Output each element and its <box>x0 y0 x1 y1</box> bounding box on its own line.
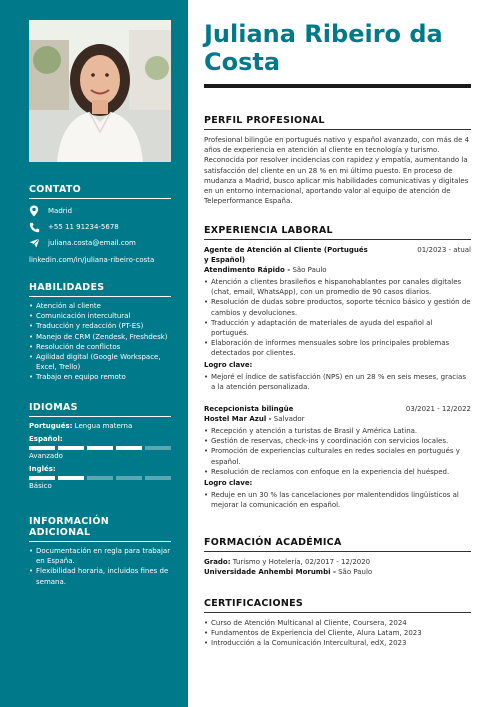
skills-list <box>29 301 171 383</box>
company-name: Atendimento Rápido - <box>204 266 291 274</box>
job-header <box>204 404 471 414</box>
list-item: • Traducción y redacción (PT-ES) <box>29 321 171 331</box>
contact-phone <box>29 219 171 235</box>
degree-text: Turismo y Hotelería, 02/2017 - 12/2020 <box>230 558 371 566</box>
list-item: • Flexibilidad horaria, incluidos fines de semana. <box>29 566 171 586</box>
language-name: Portugués: <box>29 422 73 430</box>
sidebar <box>0 0 188 707</box>
contact-phone-text[interactable]: +55 11 91234-5678 <box>48 223 119 231</box>
profile-text: Profesional bilingüe en portugués nativo y español avanzado, con más de 4 años de experiencia en atención al cliente en tecnología y turismo. Reconocida por resolver incidencias con rapidez y empatía, aumentando la satisfacción del cliente en un 28 % en mi último puesto. En proceso de mudanza a Madrid, busco aplicar mis habilidades comunicativas y digitales en un entorno internacional, aportando valor al equipo de atención de Teleperformance España. <box>204 136 470 206</box>
skills-section <box>29 282 171 383</box>
list-item: • Promoción de experiencias culturales en redes sociales en portugués y español. <box>204 446 471 466</box>
company-location: São Paulo <box>290 266 327 274</box>
list-item: • Atención a clientes brasileños e hispanohablantes por canales digitales (chat, email, WhatsApp), con un promedio de 90 casos diarios. <box>204 277 471 297</box>
level-segment <box>87 446 113 450</box>
level-segment <box>29 476 55 480</box>
job-company <box>204 265 471 275</box>
languages-section <box>29 402 171 491</box>
profile-heading: PERFIL PROFESIONAL <box>204 115 471 130</box>
additional-section <box>29 516 171 587</box>
list-item: • Documentación en regla para trabajar en España. <box>29 546 171 566</box>
experience-heading: EXPERIENCIA LABORAL <box>204 225 471 240</box>
level-bar-english <box>29 476 171 480</box>
job-date: 03/2021 - 12/2022 <box>405 405 471 414</box>
list-item: • Comunicación intercultural <box>29 311 171 321</box>
school-location: São Paulo <box>335 568 373 576</box>
location-pin-icon <box>29 205 43 217</box>
level-segment <box>145 476 171 480</box>
email-send-icon <box>29 237 43 249</box>
list-item: • Fundamentos de Experiencia del Cliente, Alura Latam, 2023 <box>204 628 471 638</box>
level-segment <box>87 476 113 480</box>
education-heading: FORMACIÓN ACADÉMICA <box>204 537 471 552</box>
language-english <box>29 464 171 474</box>
contact-heading: CONTATO <box>29 184 171 199</box>
level-segment <box>58 446 84 450</box>
contact-email-text[interactable]: juliana.costa@email.com <box>48 239 136 247</box>
certifications-list <box>204 618 471 649</box>
contact-email <box>29 235 171 251</box>
list-item: • Gestión de reservas, check-ins y coordinación con servicios locales. <box>204 436 471 446</box>
additional-list <box>29 546 171 587</box>
contact-linkedin <box>29 251 171 267</box>
list-item: • Manejo de CRM (Zendesk, Freshdesk) <box>29 332 171 342</box>
list-item: • Traducción y adaptación de materiales de ayuda del español al portugués. <box>204 318 471 338</box>
phone-icon <box>29 221 43 233</box>
profile-photo <box>29 20 171 162</box>
level-segment <box>116 476 142 480</box>
list-item: • Resolución de dudas sobre productos, soporte técnico básico y gestión de cambios y devoluciones. <box>204 297 471 317</box>
achievement-list <box>204 490 471 510</box>
language-name: Inglés: <box>29 465 56 473</box>
level-segment <box>116 446 142 450</box>
job-date: 01/2023 - atual <box>417 246 471 254</box>
list-item: • Trabajo en equipo remoto <box>29 372 171 382</box>
job-company <box>204 414 471 424</box>
list-item: • Introducción a la Comunicación Intercultural, edX, 2023 <box>204 638 471 648</box>
contact-city <box>29 203 171 219</box>
achievement-list <box>204 372 471 392</box>
education-degree <box>204 557 471 567</box>
list-item: • Resolución de reclamos con enfoque en la experiencia del huésped. <box>204 467 471 477</box>
company-location: Salvador <box>271 415 305 424</box>
name-divider <box>204 84 471 88</box>
language-name: Español: <box>29 435 63 443</box>
list-item: • Curso de Atención Multicanal al Cliente, Coursera, 2024 <box>204 618 471 628</box>
contact-section <box>29 184 171 267</box>
level-bar-spanish <box>29 446 171 450</box>
language-level: Avanzado <box>29 452 63 460</box>
list-item: • Atención al cliente <box>29 301 171 311</box>
level-segment <box>58 476 84 480</box>
list-item: • Elaboración de informes mensuales sobre los principales problemas detectados por clientes. <box>204 338 471 358</box>
education-school <box>204 567 471 577</box>
contact-linkedin-text[interactable]: linkedin.com/in/juliana-ribeiro-costa <box>29 256 155 264</box>
language-level: Básico <box>29 482 52 490</box>
job-title: Agente de Atención al Cliente (Portugués y Español) <box>204 246 368 264</box>
company-name: Hostel Mar Azul - <box>204 415 272 424</box>
certifications-section <box>204 598 471 649</box>
list-item: • Mejoré el índice de satisfacción (NPS) en un 28 % en seis meses, gracias a la atención personalizada. <box>204 372 471 392</box>
list-item: • Recepción y atención a turistas de Brasil y América Latina. <box>204 426 471 436</box>
contact-city-text: Madrid <box>48 207 73 215</box>
skills-heading: HABILIDADES <box>29 282 171 297</box>
degree-label: Grado: <box>204 558 231 566</box>
language-detail: Lengua materna <box>74 422 133 430</box>
education-section <box>204 537 471 577</box>
key-achievement-label: Logro clave: <box>204 360 253 369</box>
list-item: • Agilidad digital (Google Workspace, Excel, Trello) <box>29 352 171 372</box>
level-segment <box>29 446 55 450</box>
job-bullets <box>204 277 471 359</box>
language-spanish <box>29 434 171 444</box>
candidate-name: Juliana Ribeiro da Costa <box>204 20 443 76</box>
languages-heading: IDIOMAS <box>29 402 171 417</box>
language-portuguese <box>29 421 171 431</box>
job-title: Recepcionista bilingüe <box>204 405 294 414</box>
school-name: Universidade Anhembi Morumbi - <box>204 568 336 576</box>
level-segment <box>145 446 171 450</box>
certifications-heading: CERTIFICACIONES <box>204 598 471 613</box>
additional-heading: INFORMACIÓN ADICIONAL <box>29 516 171 542</box>
job-header <box>204 245 471 265</box>
job-bullets <box>204 426 471 477</box>
profile-section <box>204 115 471 206</box>
key-achievement-label: Logro clave: <box>204 479 253 488</box>
job-entry <box>204 245 471 392</box>
experience-section <box>204 225 471 510</box>
job-entry <box>204 404 471 510</box>
list-item: • Resolución de conflictos <box>29 342 171 352</box>
list-item: • Reduje en un 30 % las cancelaciones por malentendidos lingüísticos al mejorar la comunicación en español. <box>204 490 471 510</box>
